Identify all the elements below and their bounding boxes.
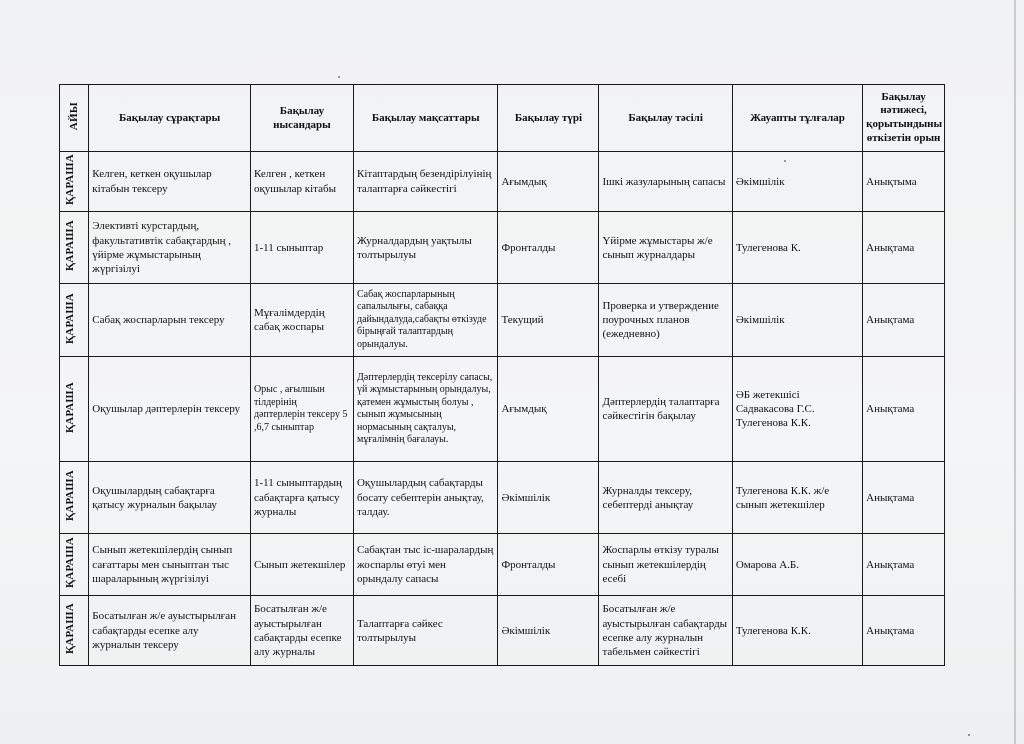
method-cell: Ішкі жазуларының сапасы	[599, 152, 732, 212]
table-row	[60, 284, 945, 357]
question-cell: Оқушылардың сабақтарға қатысу журналын бақылау	[89, 462, 251, 534]
method-cell: Жоспарлы өткізу туралы сынып жетекшілердің есебі	[599, 534, 732, 596]
type-cell: Фронталды	[498, 212, 599, 284]
responsible-cell: ӘБ жетекшісі Садвакасова Г.С. Тулегенова К.К.	[732, 357, 862, 462]
header-goals: Бақылау мақсаттары	[353, 85, 497, 152]
month-label: ҚАРАША	[64, 220, 76, 272]
question-cell: Келген, кеткен оқушылар кітабын тексеру	[89, 152, 251, 212]
month-cell	[60, 596, 89, 666]
goal-cell: Оқушылардың сабақтарды босату себептерін анықтау, талдау.	[353, 462, 497, 534]
method-cell: Проверка и утверждение поурочных планов (ежедневно)	[599, 284, 732, 357]
month-label: ҚАРАША	[64, 603, 76, 655]
month-label: ҚАРАША	[64, 470, 76, 522]
object-cell: Келген , кеткен оқушылар кітабы	[250, 152, 353, 212]
question-cell: Сабақ жоспарларын тексеру	[89, 284, 251, 357]
question-cell: Элективті курстардың, факультативтік сабақтардың , үйірме жұмыстарының жүргізілуі	[89, 212, 251, 284]
type-cell: Әкімшілік	[498, 462, 599, 534]
object-cell: Орыс , ағылшын тілдерінің дәптерлерін тексеру 5 ,6,7 сыныптар	[250, 357, 353, 462]
scan-speck	[338, 76, 340, 78]
month-label: ҚАРАША	[64, 154, 76, 205]
object-cell: 1-11 сыныптар	[250, 212, 353, 284]
header-row	[60, 85, 945, 152]
header-month-label: АЙЫ	[68, 101, 81, 131]
object-cell: Мұғалімдердің сабақ жоспары	[250, 284, 353, 357]
type-cell: Ағымдық	[498, 357, 599, 462]
method-cell: Босатылған ж/е ауыстырылған сабақтарды есепке алу журналын табельмен сәйкестігі	[599, 596, 732, 666]
responsible-cell: Омарова А.Б.	[732, 534, 862, 596]
header-type: Бақылау түрі	[498, 85, 599, 152]
header-responsible: Жауапты тұлғалар	[732, 85, 862, 152]
result-cell: Анықтама	[863, 357, 945, 462]
goal-cell: Кітаптардың безендірілуінің талаптарға сәйкестігі	[353, 152, 497, 212]
responsible-cell: Әкімшілік	[732, 152, 862, 212]
result-cell: Анықтама	[863, 462, 945, 534]
result-cell: Анықтама	[863, 212, 945, 284]
table-row	[60, 357, 945, 462]
month-label: ҚАРАША	[64, 292, 76, 344]
type-cell: Текущий	[498, 284, 599, 357]
month-cell	[60, 357, 89, 462]
month-cell	[60, 462, 89, 534]
object-cell: Босатылған ж/е ауыстырылған сабақтарды есепке алу журналы	[250, 596, 353, 666]
month-cell	[60, 534, 89, 596]
table-row	[60, 462, 945, 534]
scan-speck	[968, 734, 970, 736]
page-edge	[1014, 0, 1016, 744]
table-row	[60, 212, 945, 284]
goal-cell: Сабақ жоспарларының сапалылығы, сабаққа дайындалуда,сабақты өткізуде бірыңғай талаптардың орындалуы.	[353, 284, 497, 357]
type-cell: Ағымдық	[498, 152, 599, 212]
object-cell: 1-11 сыныптардың сабақтарға қатысу журналы	[250, 462, 353, 534]
header-method: Бақылау тәсілі	[599, 85, 732, 152]
goal-cell: Талаптарға сәйкес толтырылуы	[353, 596, 497, 666]
object-cell: Сынып жетекшілер	[250, 534, 353, 596]
table-row	[60, 534, 945, 596]
type-cell: Әкімшілік	[498, 596, 599, 666]
method-cell: Үйірме жұмыстары ж/е сынып журналдары	[599, 212, 732, 284]
type-cell: Фронталды	[498, 534, 599, 596]
header-questions: Бақылау сұрақтары	[89, 85, 251, 152]
header-result: Бақылау нәтижесі, қорытындыны өткізетін орын	[863, 85, 945, 152]
goal-cell: Сабақтан тыс іс-шаралардың жоспарлы өтуі мен орындалу сапасы	[353, 534, 497, 596]
table-row	[60, 152, 945, 212]
responsible-cell: Тулегенова К.К. ж/е сынып жетекшілер	[732, 462, 862, 534]
result-cell: Анықтама	[863, 596, 945, 666]
result-cell: Анықтыма	[863, 152, 945, 212]
result-cell: Анықтама	[863, 534, 945, 596]
goal-cell: Дәптерлердің тексерілу сапасы, үй жұмыстарының орындалуы, қатемен жұмыстың болуы , сынып жұмысының нормасының сақталуы, мұғалімнің бағалауы.	[353, 357, 497, 462]
header-month	[60, 85, 89, 152]
table-row	[60, 596, 945, 666]
responsible-cell: Тулегенова К.	[732, 212, 862, 284]
result-cell: Анықтама	[863, 284, 945, 357]
header-objects: Бақылау нысандары	[250, 85, 353, 152]
question-cell: Сынып жетекшілердің сынып сағаттары мен сыныптан тыс шараларының жүргізілуі	[89, 534, 251, 596]
month-label: ҚАРАША	[64, 537, 76, 589]
question-cell: Босатылған ж/е ауыстырылған сабақтарды есепке алу журналын тексеру	[89, 596, 251, 666]
question-cell: Оқушылар дәптерлерін тексеру	[89, 357, 251, 462]
month-label: ҚАРАША	[64, 381, 76, 433]
method-cell: Дәптерлердің талаптарға сәйкестігін бақылау	[599, 357, 732, 462]
goal-cell: Журналдардың уақтылы толтырылуы	[353, 212, 497, 284]
month-cell	[60, 212, 89, 284]
responsible-cell: Әкімшілік	[732, 284, 862, 357]
method-cell: Журналды тексеру, себептерді анықтау	[599, 462, 732, 534]
month-cell	[60, 152, 89, 212]
responsible-cell: Тулегенова К.К.	[732, 596, 862, 666]
month-cell	[60, 284, 89, 357]
control-plan-table	[59, 84, 945, 666]
